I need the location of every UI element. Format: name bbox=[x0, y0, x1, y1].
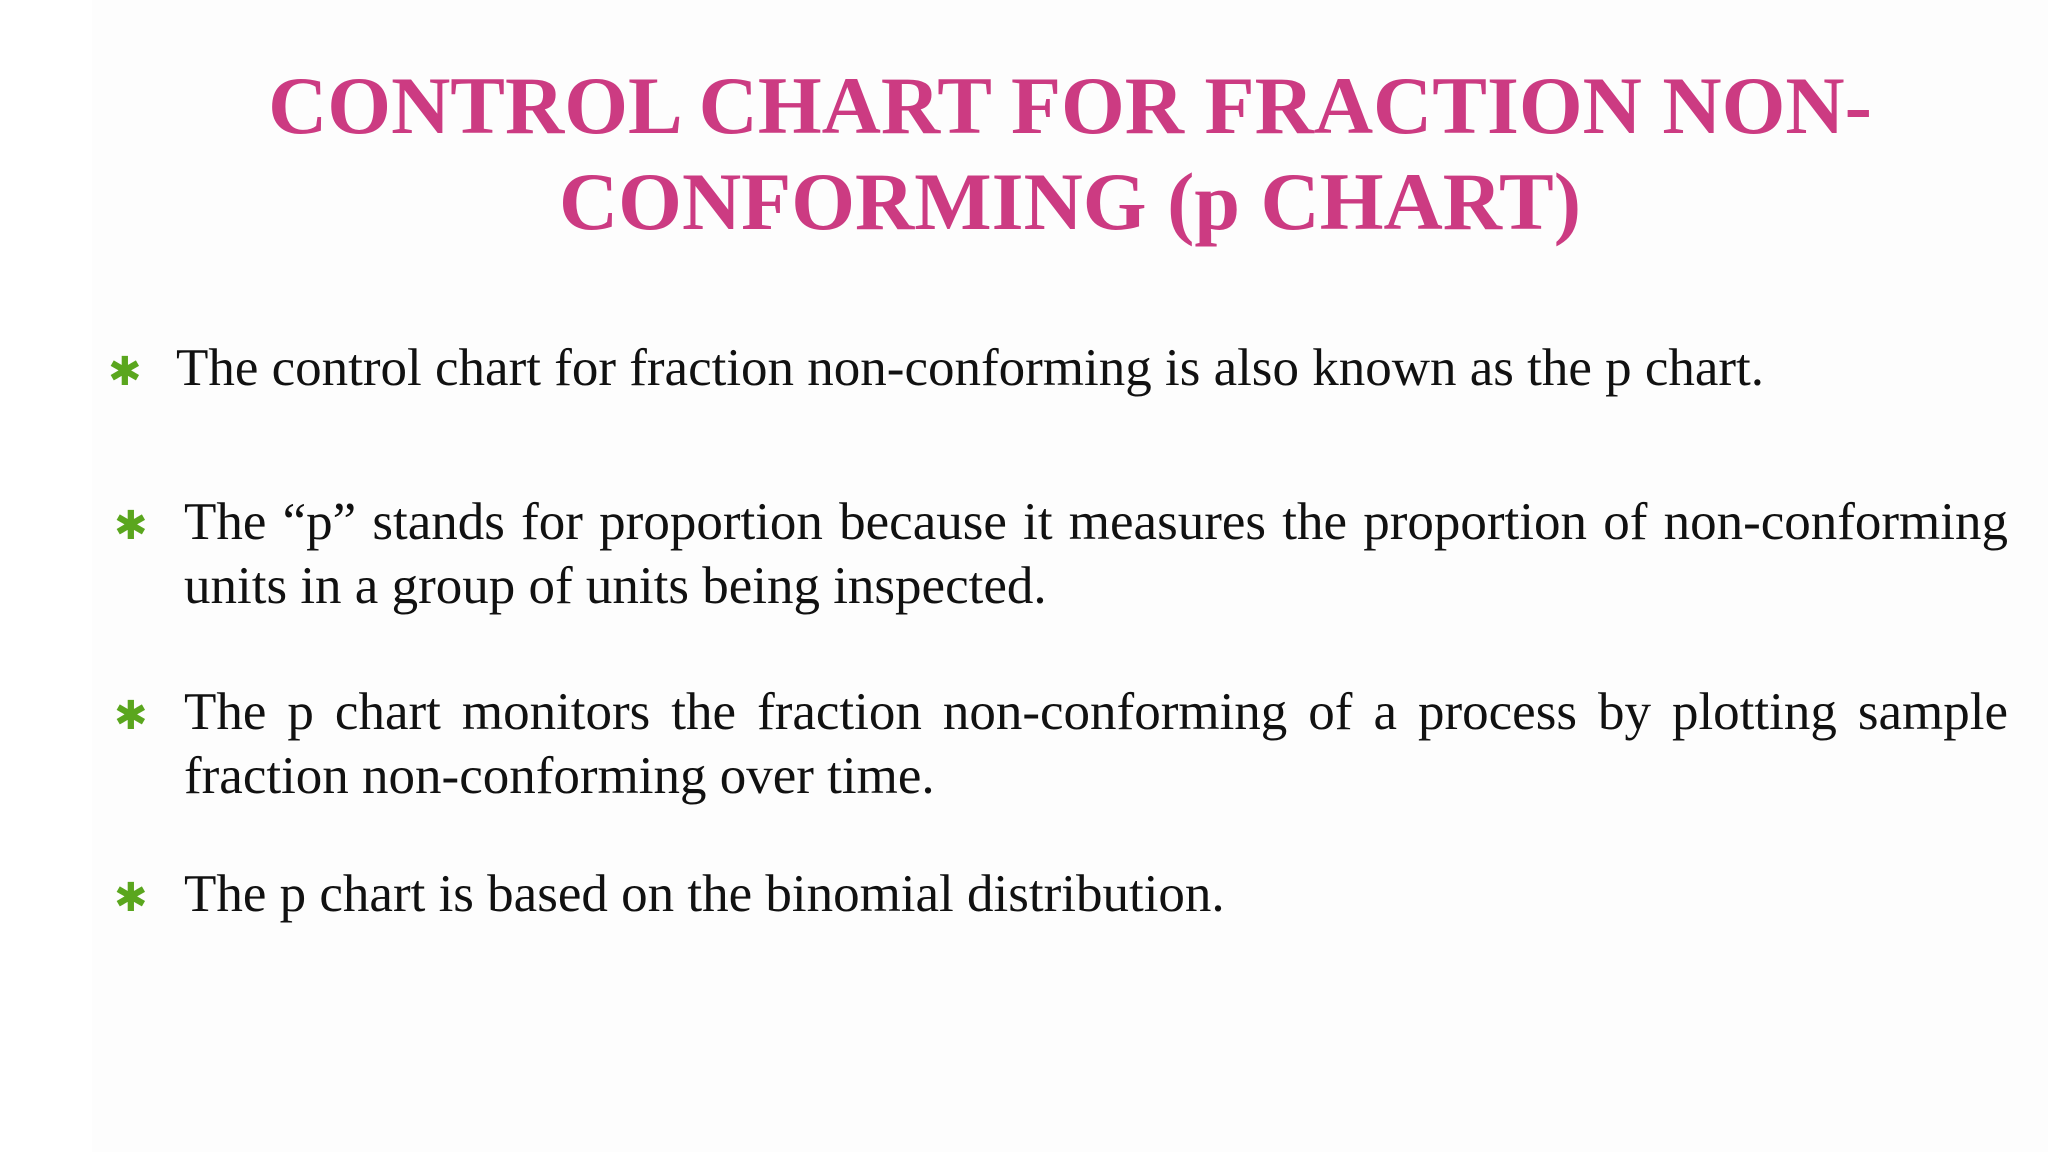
bullet-item-4 bbox=[114, 862, 1984, 926]
bullet-item-3 bbox=[114, 680, 2008, 808]
asterisk-bullet-icon: ✱ bbox=[114, 693, 148, 739]
asterisk-bullet-icon: ✱ bbox=[114, 875, 148, 921]
slide-title bbox=[92, 58, 2048, 250]
asterisk-bullet-icon: ✱ bbox=[108, 349, 142, 395]
bullet-text-1: The control chart for fraction non-conforming is also known as the p chart. bbox=[176, 339, 1765, 397]
bullet-text-4: The p chart is based on the binomial distribution. bbox=[184, 865, 1225, 923]
title-line-1: CONTROL CHART FOR FRACTION NON- bbox=[268, 60, 1872, 151]
title-line-2: CONFORMING (p CHART) bbox=[558, 156, 1582, 247]
bullet-text-2: The “p” stands for proportion because it measures the proportion of non-conforming units in a group of units being inspected. bbox=[184, 493, 2008, 615]
bullet-text-3: The p chart monitors the fraction non-conforming of a process by plotting sample fraction non-conforming over time. bbox=[184, 683, 2008, 805]
bullet-item-1 bbox=[108, 336, 1976, 400]
asterisk-bullet-icon: ✱ bbox=[114, 503, 148, 549]
bullet-item-2 bbox=[114, 490, 2008, 618]
